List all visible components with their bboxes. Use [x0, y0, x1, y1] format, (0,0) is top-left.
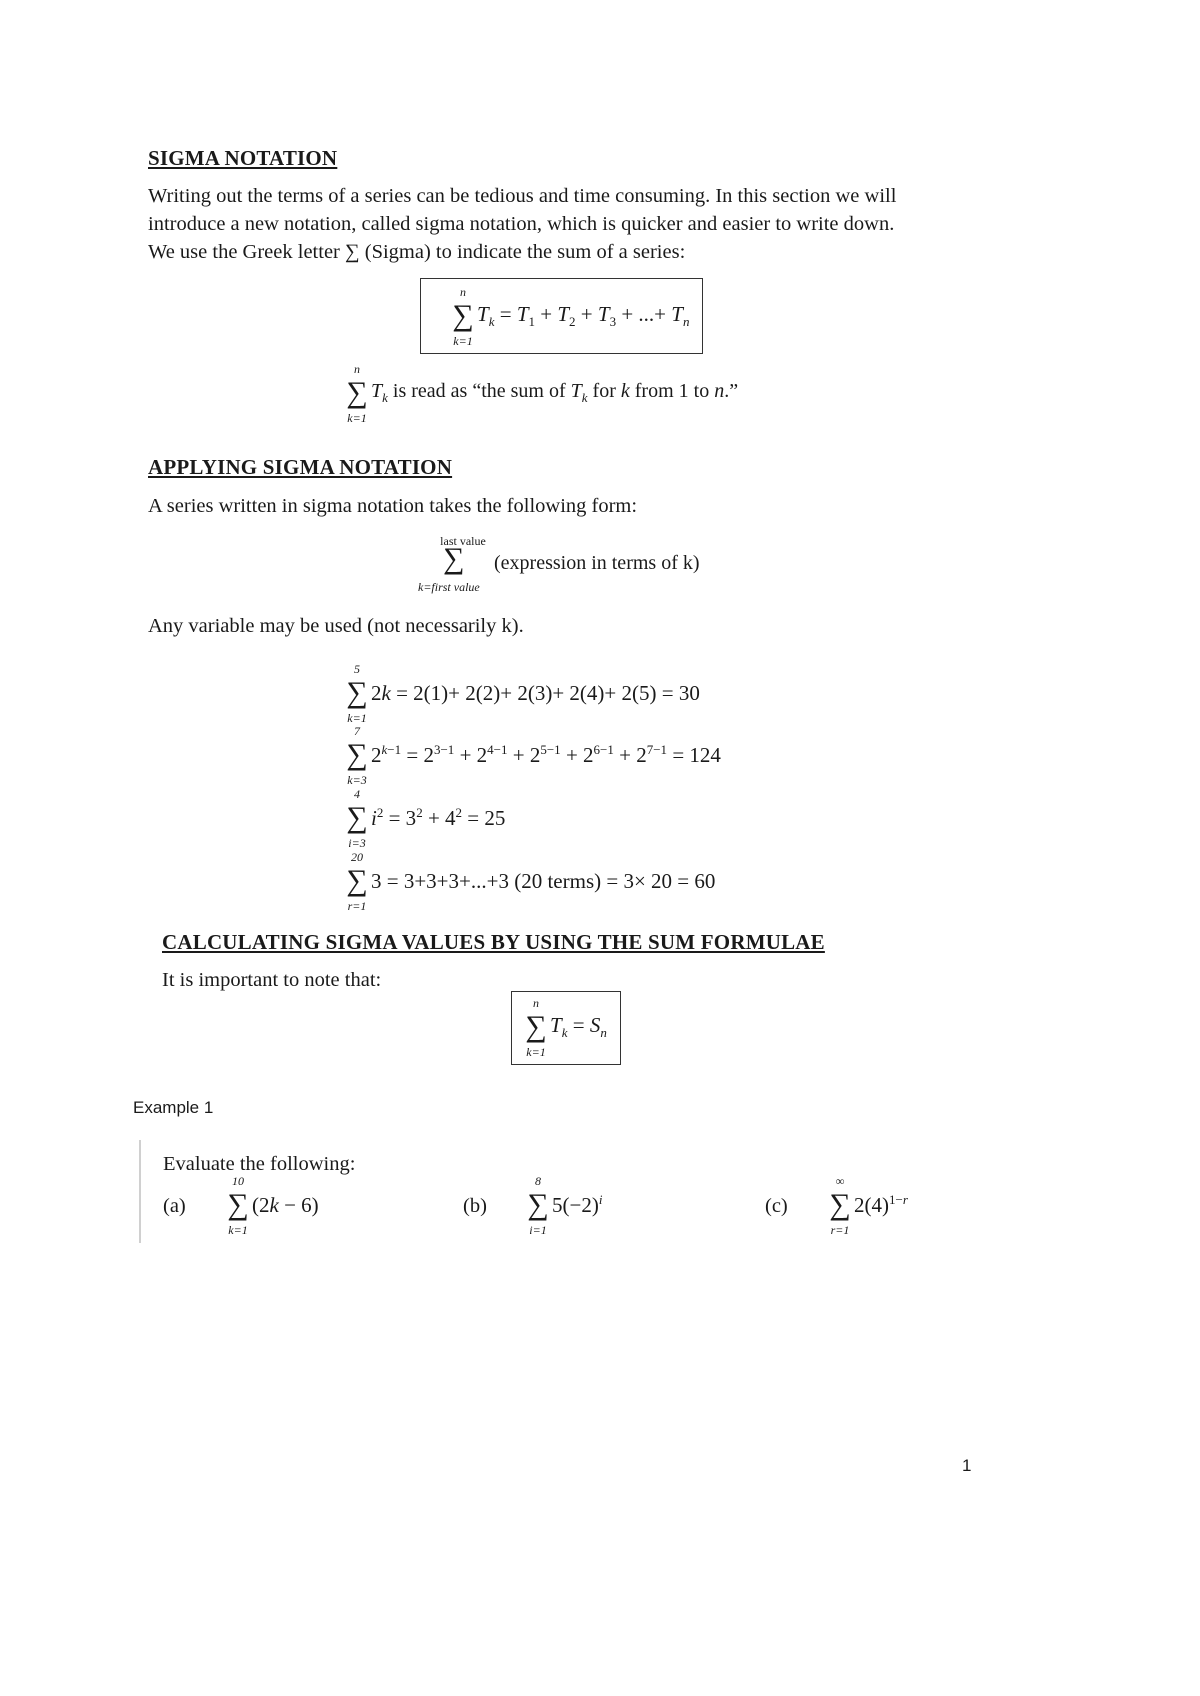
- form-lower-limit: k=first value: [418, 580, 480, 594]
- general-form: [418, 534, 738, 594]
- page-number: 1: [962, 1456, 972, 1475]
- part-a-label: (a): [163, 1195, 186, 1217]
- sigma-symbol: 7 ∑ k=3: [346, 724, 368, 787]
- sigma-symbol: 8 ∑ i=1: [527, 1174, 549, 1237]
- form-expression: (expression in terms of k): [494, 552, 700, 574]
- sigma-example-3: 4 ∑ i=3 $i^2 = 3^2 + 4^2 = 25$: [346, 787, 506, 850]
- example-title: Example 1: [133, 1098, 214, 1117]
- sigma-symbol: ∞ ∑ r=1: [829, 1174, 851, 1237]
- intro-line-3: [148, 238, 1048, 266]
- sigma-example-2: 7 ∑ k=3 $2^{k-1} = 2^{3-1} + 2^{4-1} + 2^{5-1} + 2^{6-1} + 2^{7-1} = 124$: [346, 724, 721, 787]
- sigma-symbol: 5 ∑ k=1: [346, 662, 368, 725]
- intro-line-1: Writing out the terms of a series can be tedious and time consuming. In this section we will: [148, 185, 897, 207]
- intro-line-2: introduce a new notation, called sigma notation, which is quicker and easier to write down.: [148, 213, 895, 235]
- form-upper-limit: last value: [440, 534, 486, 548]
- important-note: It is important to note that:: [162, 969, 382, 991]
- part-c-expression: ∞ ∑ r=1 $2(4)^{1-r}$: [829, 1174, 908, 1237]
- sigma-symbol: 4 ∑ i=3: [346, 787, 368, 850]
- sigma-symbol: n ∑ k=1: [452, 285, 474, 348]
- sigma-definition-box: [420, 278, 703, 354]
- calculating-sigma-heading: CALCULATING SIGMA VALUES BY USING THE SUM FORMULAE: [162, 930, 825, 954]
- sum-formula: n ∑ k=1 $T_k = S_n$: [525, 996, 607, 1059]
- part-b-expression: 8 ∑ i=1 $5(-2)^i$: [527, 1174, 603, 1237]
- intro-line-3-a: We use the Greek letter: [148, 241, 340, 263]
- part-b-label: (b): [463, 1195, 487, 1217]
- sigma-symbol: 10 ∑ k=1: [227, 1174, 249, 1237]
- sigma-symbol: ∑: [443, 542, 465, 575]
- intro-line-3-b: (Sigma) to indicate the sum of a series:: [364, 241, 686, 263]
- applying-intro: A series written in sigma notation takes the following form:: [148, 495, 638, 517]
- intro-paragraph: [148, 182, 1048, 266]
- applying-sigma-heading: APPLYING SIGMA NOTATION: [148, 455, 453, 479]
- sum-formula-box: [511, 991, 621, 1065]
- evaluate-instruction: Evaluate the following:: [163, 1153, 356, 1175]
- example-left-rule: [139, 1140, 141, 1243]
- sigma-definition-formula: n ∑ k=1 $T_k = T_1 + T_2 + T_3$ + ...+ $T_n$: [452, 285, 690, 348]
- part-a-expression: 10 ∑ k=1 (2k − 6): [227, 1174, 319, 1237]
- sigma-example-1: 5 ∑ k=1 2k = 2(1)+ 2(2)+ 2(3)+ 2(4)+ 2(5) = 30: [346, 662, 700, 725]
- sigma-example-4: 20 ∑ r=1 3 = 3+3+3+...+3 (20 terms) = 3× 20 = 60: [346, 850, 716, 913]
- sigma-symbol: ∑: [345, 241, 360, 263]
- sigma-symbol: n ∑ k=1: [525, 996, 547, 1059]
- part-c-label: (c): [765, 1195, 788, 1217]
- sigma-notation-heading: SIGMA NOTATION: [148, 146, 338, 170]
- sigma-symbol: n ∑ k=1: [346, 362, 368, 425]
- sigma-reading-line: n ∑ k=1 $T_k$ is read as “the sum of $T_k$ for k from 1 to n.”: [346, 362, 739, 425]
- sigma-symbol: 20 ∑ r=1: [346, 850, 368, 913]
- variable-note: Any variable may be used (not necessarily k).: [148, 615, 524, 637]
